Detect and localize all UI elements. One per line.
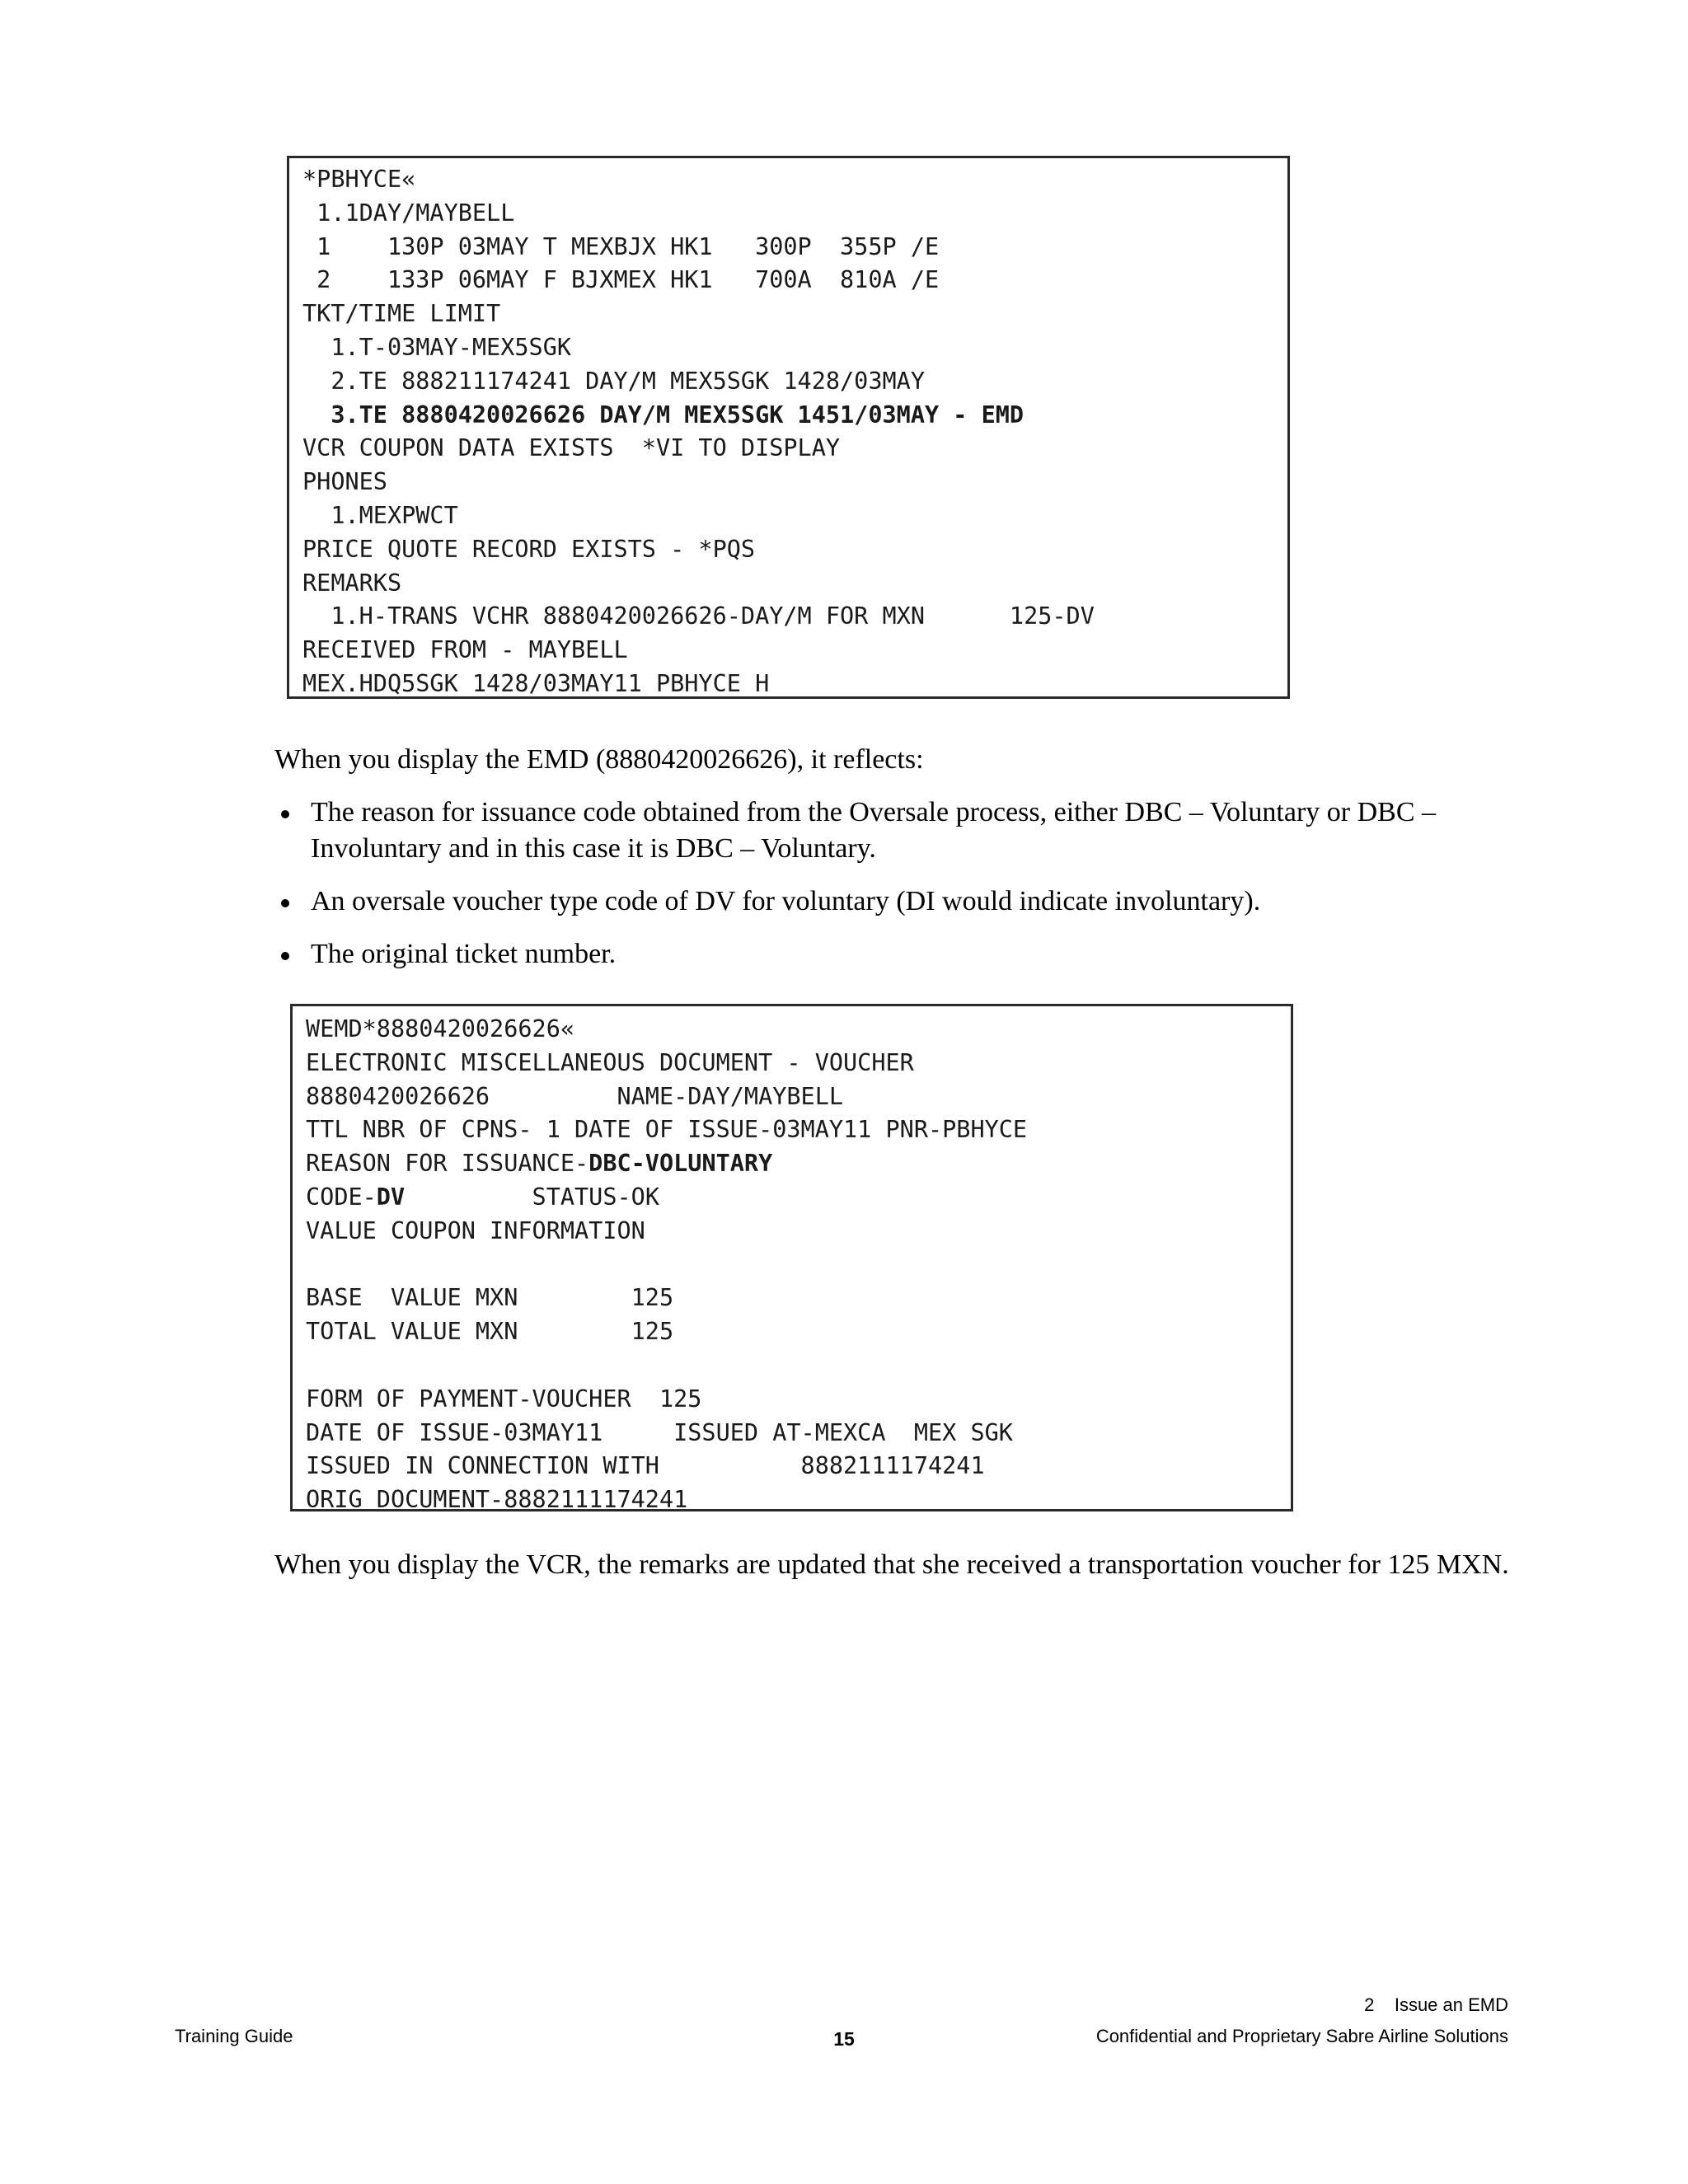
screen-line: ORIG DOCUMENT-8882111174241	[306, 1486, 688, 1514]
screen-line: TOTAL VALUE MXN 125	[306, 1318, 674, 1346]
footer-guide-title: Training Guide	[175, 2026, 293, 2046]
screen-line: 8880420026626 NAME-DAY/MAYBELL	[306, 1082, 844, 1110]
screen-line: TKT/TIME LIMIT	[302, 300, 501, 328]
screen-line: DATE OF ISSUE-03MAY11 ISSUED AT-MEXCA MEX SGK	[306, 1418, 1013, 1446]
screen-line: *PBHYCE«	[302, 166, 416, 193]
page-number: 15	[833, 2028, 855, 2050]
screen-line: FORM OF PAYMENT-VOUCHER 125	[306, 1385, 702, 1413]
list-item	[274, 794, 1527, 867]
screen-line: ELECTRONIC MISCELLANEOUS DOCUMENT - VOUCHER	[306, 1048, 914, 1076]
code-label: CODE-	[306, 1183, 377, 1211]
screen-line: PHONES	[302, 468, 387, 496]
bullet-icon	[281, 899, 289, 907]
screen-line-blank	[306, 1249, 1291, 1282]
screen-line: 1 130P 03MAY T MEXBJX HK1 300P 355P /E	[302, 232, 940, 260]
code-value: DV	[376, 1183, 406, 1211]
screen-line: BASE VALUE MXN 125	[306, 1284, 674, 1312]
screen-line: 2.TE 888211174241 DAY/M MEX5SGK 1428/03MAY	[302, 367, 925, 395]
screen-line: WEMD*8880420026626«	[306, 1015, 575, 1043]
screen-line: 2 133P 06MAY F BJXMEX HK1 700A 810A /E	[302, 266, 940, 294]
list-item-text: The reason for issuance code obtained from the Oversale process, either DBC – Voluntary or DBC – Involuntary and in this case it is DBC – Voluntary.	[311, 797, 1436, 864]
footer-chapter: 2 Issue an EMD	[1364, 1994, 1508, 2015]
screen-line: 1.MEXPWCT	[302, 501, 458, 529]
list-item	[274, 883, 1527, 920]
screen-line: ISSUED IN CONNECTION WITH 8882111174241	[306, 1452, 985, 1480]
screen-line-emd: 3.TE 8880420026626 DAY/M MEX5SGK 1451/03MAY - EMD	[302, 401, 1025, 429]
pnr-display-screen	[287, 156, 1290, 699]
status-text: STATUS-OK	[405, 1183, 659, 1211]
reason-value: DBC-VOLUNTARY	[588, 1150, 773, 1178]
list-item-text: An oversale voucher type code of DV for voluntary (DI would indicate involuntary).	[311, 886, 1261, 916]
emd-display-screen	[290, 1004, 1293, 1514]
list-item	[274, 936, 1527, 972]
screen-line-code	[306, 1181, 1291, 1215]
bullet-icon	[281, 952, 289, 960]
footer-confidentiality: Confidential and Proprietary Sabre Airline Solutions	[1095, 2026, 1508, 2046]
screen-line: VCR COUPON DATA EXISTS *VI TO DISPLAY	[302, 434, 841, 462]
bullet-list	[274, 794, 1527, 989]
screen-line: 1.H-TRANS VCHR 8880420026626-DAY/M FOR MXN 125-DV	[302, 602, 1095, 630]
screen-line: 1.1DAY/MAYBELL	[302, 199, 515, 227]
screen-line-reason	[306, 1147, 1291, 1181]
screen-line: REMARKS	[302, 569, 402, 597]
intro-paragraph: When you display the EMD (8880420026626), it reflects:	[274, 744, 924, 775]
screen-line: VALUE COUPON INFORMATION	[306, 1216, 645, 1244]
reason-label: REASON FOR ISSUANCE-	[306, 1150, 589, 1178]
screen-line-blank	[306, 1349, 1291, 1383]
screen-line: MEX.HDQ5SGK 1428/03MAY11 PBHYCE H	[302, 669, 770, 697]
screen-line: 1.T-03MAY-MEX5SGK	[302, 333, 572, 361]
bullet-icon	[281, 810, 289, 818]
list-item-text: The original ticket number.	[311, 939, 617, 969]
screen-line: RECEIVED FROM - MAYBELL	[302, 636, 628, 664]
closing-paragraph: When you display the VCR, the remarks are updated that she received a transportation voucher for 125 MXN.	[274, 1549, 1509, 1580]
screen-line: PRICE QUOTE RECORD EXISTS - *PQS	[302, 535, 756, 563]
screen-line: TTL NBR OF CPNS- 1 DATE OF ISSUE-03MAY11 PNR-PBHYCE	[306, 1116, 1028, 1144]
